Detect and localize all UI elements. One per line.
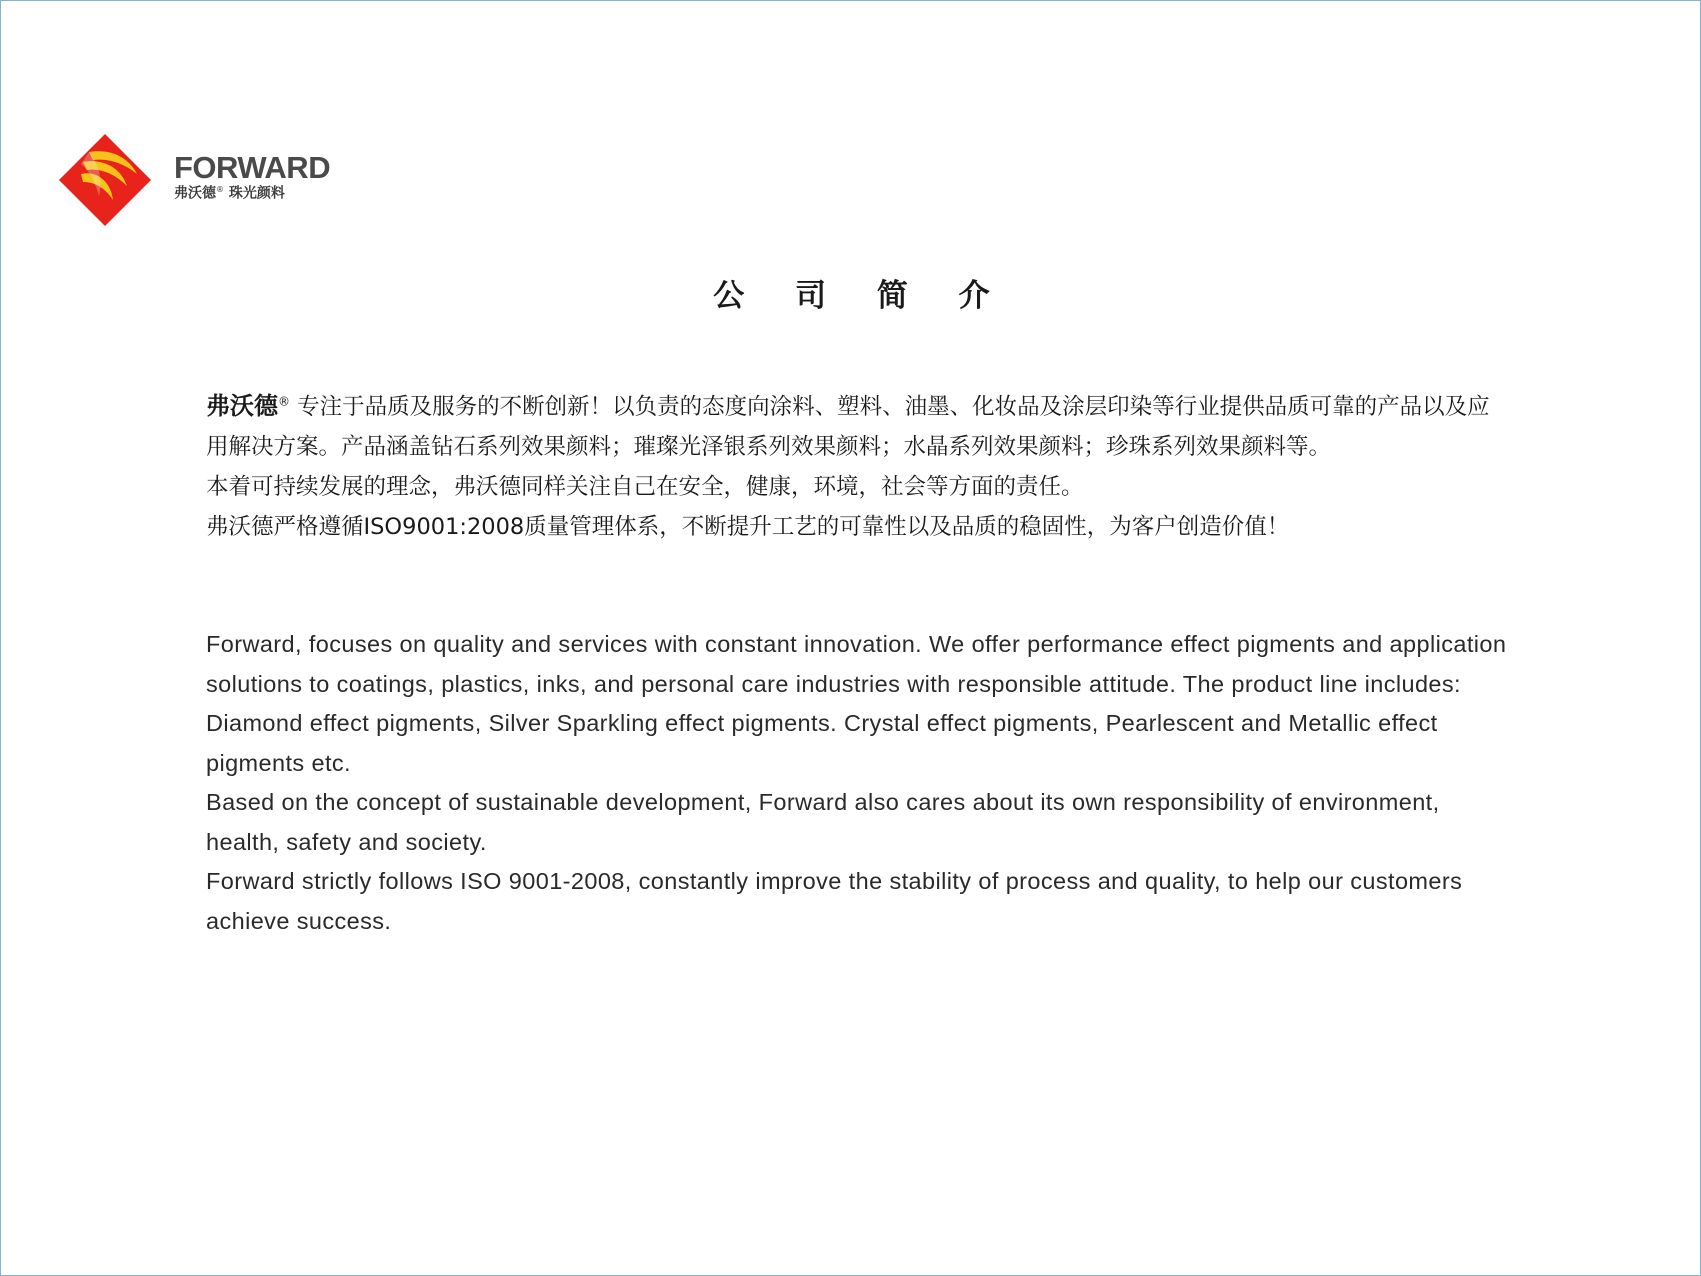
english-paragraph-1: Forward, focuses on quality and services with constant innovation. We offer performance effect pigments and application solutions to coatings, plastics, inks, and personal care industries with responsible attitude. The product line includes: Diamond effect pigments, Silver Sparkling effect pigments. Crystal effect pigments, Pearlescent and Metallic effect pigments etc. — [206, 631, 1507, 776]
company-logo — [59, 134, 349, 226]
chinese-paragraph-1-text: 专注于品质及服务的不断创新！以负责的态度向涂料、塑料、油墨、化妆品及涂层印染等行业提供品质可靠的产品以及应用解决方案。产品涵盖钻石系列效果颜料；璀璨光泽银系列效果颜料；水晶系列效果颜料；珍珠系列效果颜料等。 — [206, 394, 1490, 460]
english-paragraph-3: Forward strictly follows ISO 9001-2008, constantly improve the stability of process and quality, to help our customers achieve success. — [206, 868, 1463, 934]
logo-product-cn: 珠光颜料 — [228, 185, 285, 202]
english-introduction — [206, 625, 1516, 941]
logo-english-name: FORWARD — [174, 150, 331, 185]
forward-diamond-logo-icon — [59, 134, 151, 226]
chinese-introduction — [206, 386, 1506, 547]
chinese-paragraph-2: 本着可持续发展的理念，弗沃德同样关注自己在安全，健康，环境，社会等方面的责任。 — [206, 474, 1084, 500]
chinese-paragraph-3: 弗沃德严格遵循ISO9001:2008质量管理体系，不断提升工艺的可靠性以及品质的稳固性，为客户创造价值！ — [206, 514, 1290, 540]
logo-registered-mark: ® — [216, 185, 224, 194]
registered-mark: ® — [278, 394, 290, 409]
page-title: 公 司 简 介 — [713, 278, 1010, 314]
logo-chinese-name — [174, 186, 285, 201]
brand-name-cn: 弗沃德 — [206, 391, 278, 420]
logo-brand-cn: 弗沃德 — [174, 185, 216, 202]
chinese-paragraph-1 — [206, 386, 1506, 467]
english-paragraph-2: Based on the concept of sustainable development, Forward also cares about its own responsibility of environment, health, safety and society. — [206, 789, 1440, 855]
